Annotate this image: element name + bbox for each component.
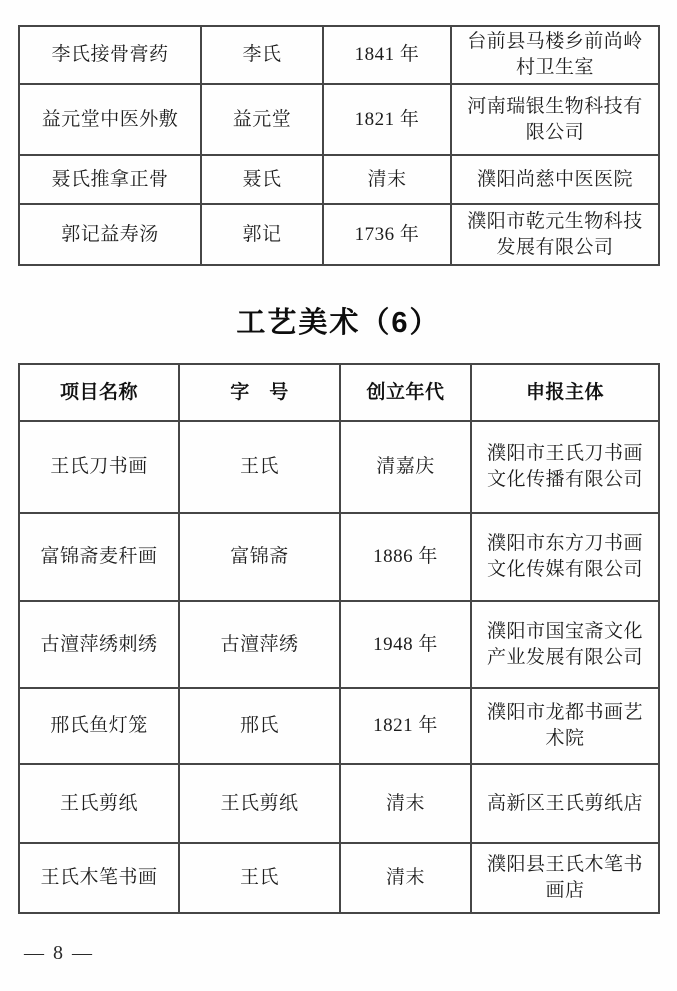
section-title: 工艺美术（6）	[236, 307, 441, 339]
founding-year-cell: 1821 年	[340, 688, 471, 764]
brand-name-cell: 李氏	[201, 26, 323, 84]
applicant-cell: 濮阳市国宝斋文化产业发展有限公司	[471, 601, 659, 688]
brand-name-cell: 王氏剪纸	[179, 764, 340, 843]
col-header-applicant: 申报主体	[471, 364, 659, 421]
table-row	[19, 601, 659, 688]
project-name-cell: 聂氏推拿正骨	[19, 155, 201, 204]
heritage-table-continued	[18, 25, 660, 266]
table-row	[19, 26, 659, 84]
applicant-cell: 濮阳市龙都书画艺术院	[471, 688, 659, 764]
table-row	[19, 688, 659, 764]
project-name-cell: 王氏木笔书画	[19, 843, 179, 913]
applicant-cell: 濮阳市乾元生物科技发展有限公司	[451, 204, 659, 265]
arts-crafts-table	[18, 363, 660, 914]
project-name-cell: 益元堂中医外敷	[19, 84, 201, 155]
project-name-cell: 邢氏鱼灯笼	[19, 688, 179, 764]
table-header-row	[19, 364, 659, 421]
table-row	[19, 204, 659, 265]
brand-name-cell: 邢氏	[179, 688, 340, 764]
project-name-cell: 富锦斋麦秆画	[19, 513, 179, 601]
founding-year-cell: 1948 年	[340, 601, 471, 688]
page-number: — 8 —	[24, 942, 94, 964]
table-row	[19, 84, 659, 155]
project-name-cell: 古澶萍绣刺绣	[19, 601, 179, 688]
applicant-cell: 濮阳市东方刀书画文化传媒有限公司	[471, 513, 659, 601]
founding-year-cell: 1736 年	[323, 204, 451, 265]
founding-year-cell: 清嘉庆	[340, 421, 471, 513]
founding-year-cell: 清末	[340, 764, 471, 843]
applicant-cell: 高新区王氏剪纸店	[471, 764, 659, 843]
col-header-brand-name: 字 号	[179, 364, 340, 421]
brand-name-cell: 益元堂	[201, 84, 323, 155]
founding-year-cell: 清末	[340, 843, 471, 913]
table-row	[19, 843, 659, 913]
table-row	[19, 421, 659, 513]
arts-crafts-table-body	[19, 421, 659, 913]
founding-year-cell: 1821 年	[323, 84, 451, 155]
table-row	[19, 513, 659, 601]
brand-name-cell: 聂氏	[201, 155, 323, 204]
col-header-founding-year: 创立年代	[340, 364, 471, 421]
project-name-cell: 李氏接骨膏药	[19, 26, 201, 84]
table-row	[19, 155, 659, 204]
brand-name-cell: 王氏	[179, 421, 340, 513]
applicant-cell: 濮阳县王氏木笔书画店	[471, 843, 659, 913]
project-name-cell: 王氏刀书画	[19, 421, 179, 513]
applicant-cell: 濮阳市王氏刀书画文化传播有限公司	[471, 421, 659, 513]
founding-year-cell: 清末	[323, 155, 451, 204]
brand-name-cell: 王氏	[179, 843, 340, 913]
brand-name-cell: 富锦斋	[179, 513, 340, 601]
applicant-cell: 河南瑞银生物科技有限公司	[451, 84, 659, 155]
brand-name-cell: 古澶萍绣	[179, 601, 340, 688]
applicant-cell: 台前县马楼乡前尚岭村卫生室	[451, 26, 659, 84]
applicant-cell: 濮阳尚慈中医医院	[451, 155, 659, 204]
project-name-cell: 郭记益寿汤	[19, 204, 201, 265]
project-name-cell: 王氏剪纸	[19, 764, 179, 843]
founding-year-cell: 1886 年	[340, 513, 471, 601]
col-header-project-name: 项目名称	[19, 364, 179, 421]
table-row	[19, 764, 659, 843]
founding-year-cell: 1841 年	[323, 26, 451, 84]
brand-name-cell: 郭记	[201, 204, 323, 265]
heritage-table-continued-body	[19, 26, 659, 265]
